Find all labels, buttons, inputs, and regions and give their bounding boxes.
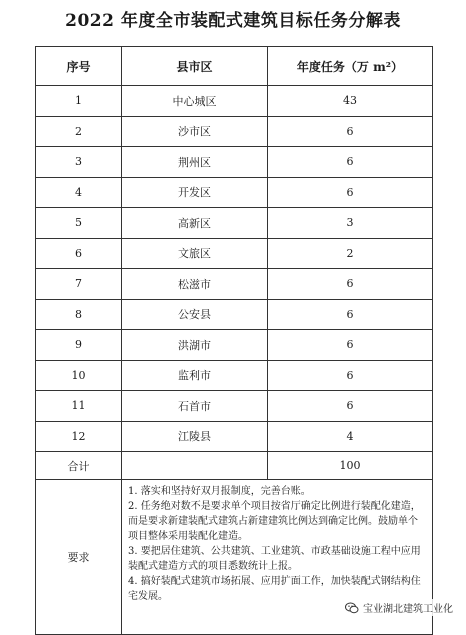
task-value: 6	[268, 360, 433, 391]
task-value: 6	[268, 177, 433, 208]
task-value: 6	[268, 299, 433, 330]
table-row	[36, 360, 433, 391]
district-name: 文旅区	[122, 238, 268, 269]
requirement-item: 1. 落实和坚持好双月报制度，完善台账。	[128, 486, 311, 497]
requirements-label: 要求	[36, 480, 122, 635]
row-number: 1	[36, 86, 122, 117]
district-name: 沙市区	[122, 116, 268, 147]
total-label: 合计	[36, 452, 122, 480]
district-name: 洪湖市	[122, 330, 268, 361]
district-name: 监利市	[122, 360, 268, 391]
column-header-task: 年度任务（万 m²）	[268, 47, 433, 86]
table-header-row	[36, 47, 433, 86]
task-value: 6	[268, 269, 433, 300]
district-name: 高新区	[122, 208, 268, 239]
task-value: 2	[268, 238, 433, 269]
task-value: 6	[268, 116, 433, 147]
task-table	[35, 46, 433, 635]
row-number: 8	[36, 299, 122, 330]
table-row	[36, 86, 433, 117]
row-number: 2	[36, 116, 122, 147]
task-value: 6	[268, 330, 433, 361]
table-row	[36, 177, 433, 208]
table-row	[36, 269, 433, 300]
total-row	[36, 452, 433, 480]
row-number: 9	[36, 330, 122, 361]
watermark-text: 宝业湖北建筑工业化	[363, 604, 453, 615]
task-value: 3	[268, 208, 433, 239]
district-name: 石首市	[122, 391, 268, 422]
table-row	[36, 299, 433, 330]
table-row	[36, 147, 433, 178]
row-number: 5	[36, 208, 122, 239]
district-name: 松滋市	[122, 269, 268, 300]
wechat-icon	[345, 602, 359, 614]
table-row	[36, 208, 433, 239]
requirement-item: 2. 任务绝对数不是要求单个项目按省厅确定比例进行装配化建造，而是要求新建装配式建筑占新建建筑比例达到确定比例。鼓励单个项目整体采用装配化建造。	[128, 501, 421, 542]
page-title: 2022 年度全市装配式建筑目标任务分解表	[65, 11, 401, 31]
table-row	[36, 116, 433, 147]
district-name: 公安县	[122, 299, 268, 330]
column-header-no: 序号	[36, 47, 122, 86]
table-row	[36, 238, 433, 269]
district-name: 荆州区	[122, 147, 268, 178]
requirement-item: 3. 要把居住建筑、公共建筑、工业建筑、市政基础设施工程中应用装配式建造方式的项目悉数统计上报。	[128, 546, 421, 572]
total-value: 100	[268, 452, 433, 480]
watermark	[342, 599, 456, 616]
row-number: 3	[36, 147, 122, 178]
table-row	[36, 330, 433, 361]
row-number: 10	[36, 360, 122, 391]
table-row	[36, 421, 433, 452]
requirement-item: 4. 搞好装配式建筑市场拓展、应用扩面工作，加快装配式钢结构住宅发展。	[128, 576, 421, 602]
total-empty-cell	[122, 452, 268, 480]
table-row	[36, 391, 433, 422]
district-name: 开发区	[122, 177, 268, 208]
task-value: 4	[268, 421, 433, 452]
row-number: 12	[36, 421, 122, 452]
task-value: 6	[268, 391, 433, 422]
column-header-district: 县市区	[122, 47, 268, 86]
row-number: 4	[36, 177, 122, 208]
row-number: 6	[36, 238, 122, 269]
row-number: 11	[36, 391, 122, 422]
row-number: 7	[36, 269, 122, 300]
district-name: 江陵县	[122, 421, 268, 452]
task-value: 43	[268, 86, 433, 117]
district-name: 中心城区	[122, 86, 268, 117]
task-value: 6	[268, 147, 433, 178]
